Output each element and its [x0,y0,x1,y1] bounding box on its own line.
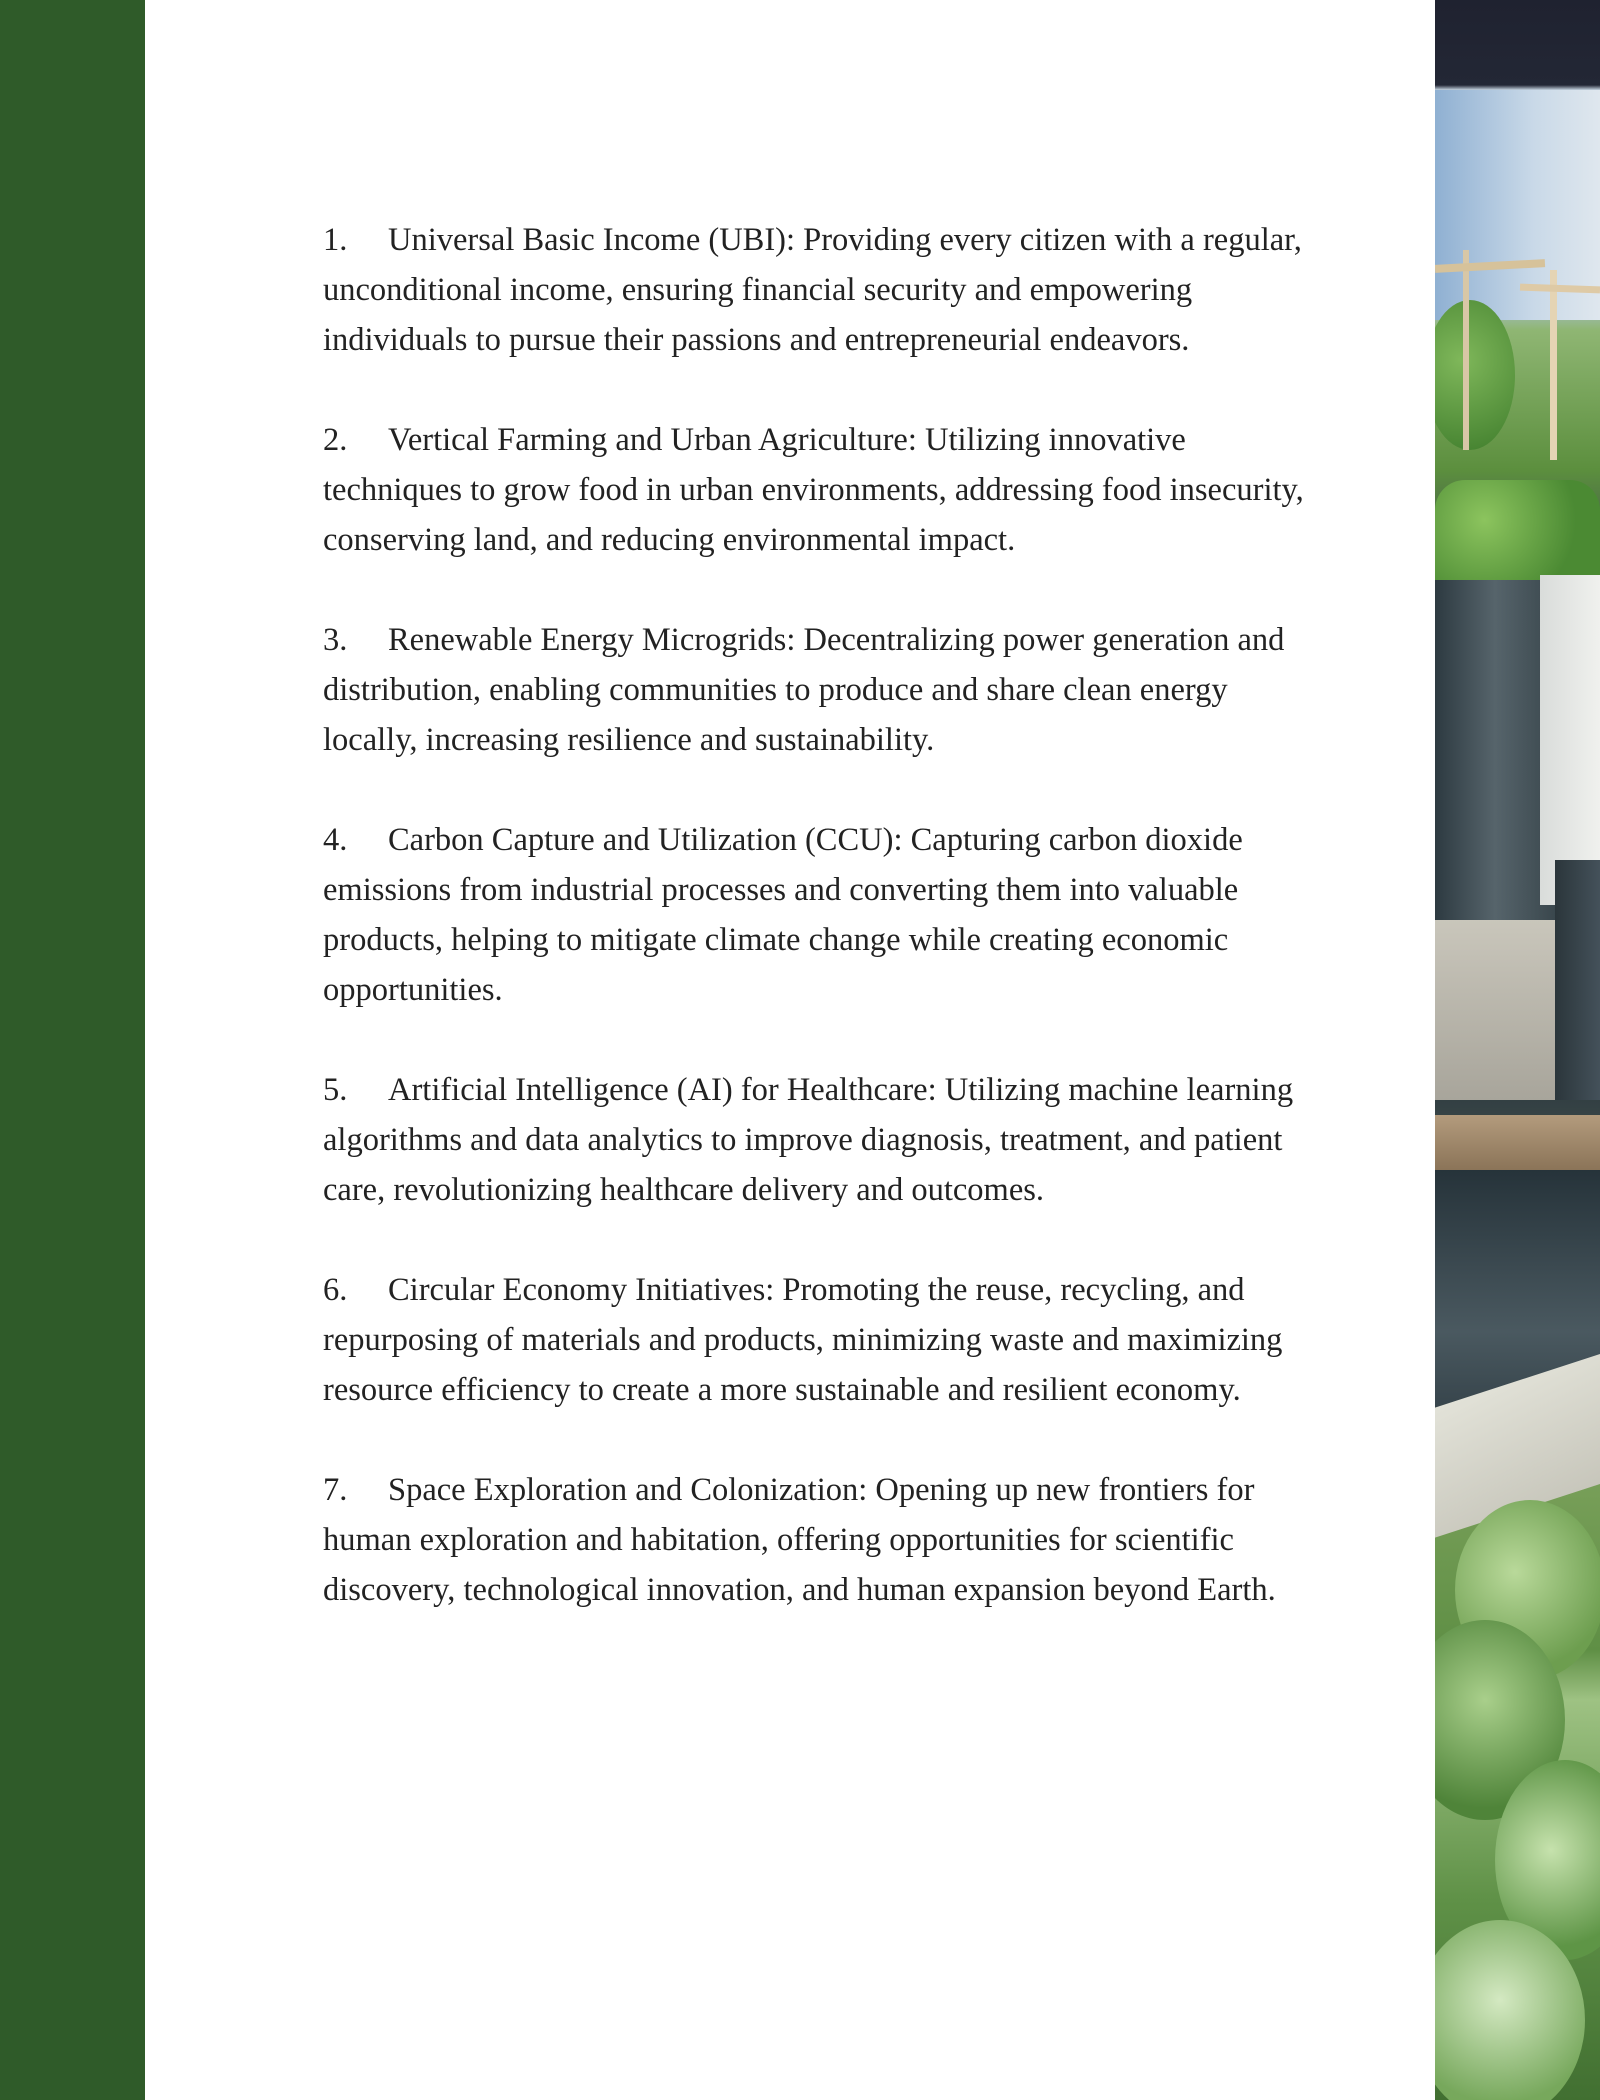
list-item [323,1265,1323,1415]
photo-hedge [1435,480,1600,580]
photo-planter-box [1435,580,1555,920]
left-green-band [0,0,145,2100]
list-item [323,415,1323,565]
photo-planter-box [1555,860,1600,1100]
item-text: Vertical Farming and Urban Agriculture: Utilizing innovative techniques to grow food in urban environments, addressing food insecurity, conserving land, and reducing environmental impact. [323,422,1304,558]
item-number: 6. [323,1272,348,1308]
item-text: Renewable Energy Microgrids: Decentralizing power generation and distribution, enabling communities to produce and share clean energy locally, increasing resilience and sustainability. [323,622,1285,758]
item-number: 3. [323,622,348,658]
item-text: Artificial Intelligence (AI) for Healthcare: Utilizing machine learning algorithms and data analytics to improve diagnosis, treatment, and patient care, revolutionizing healthcare delivery and outcomes. [323,1072,1294,1208]
list-item [323,815,1323,1015]
list-item [323,215,1323,365]
item-number: 1. [323,222,348,258]
item-number: 4. [323,822,348,858]
photo-stake [1550,270,1557,460]
list-item [323,615,1323,765]
innovation-list [323,215,1323,1665]
item-text: Carbon Capture and Utilization (CCU): Capturing carbon dioxide emissions from industrial processes and converting them into valuable products, helping to mitigate climate change while creating economic opportunities. [323,822,1243,1008]
photo-wood-plank [1435,1115,1600,1170]
photo-stake [1463,250,1469,450]
item-number: 2. [323,422,348,458]
item-text: Space Exploration and Colonization: Opening up new frontiers for human exploration and habitation, offering opportunities for scientific discovery, technological innovation, and human expansion beyond Earth. [323,1472,1276,1608]
photo-tree [1435,300,1515,450]
item-text: Circular Economy Initiatives: Promoting the reuse, recycling, and repurposing of materials and products, minimizing waste and maximizing resource efficiency to create a more sustainable and resilient economy. [323,1272,1283,1408]
list-item [323,1465,1323,1615]
item-number: 5. [323,1072,348,1108]
item-text: Universal Basic Income (UBI): Providing every citizen with a regular, unconditional income, ensuring financial security and empowering individuals to pursue their passions and entrepreneurial endeavors. [323,222,1302,358]
item-number: 7. [323,1472,348,1508]
garden-photo-strip [1435,0,1600,2100]
list-item [323,1065,1323,1215]
photo-planter-box [1540,575,1600,905]
